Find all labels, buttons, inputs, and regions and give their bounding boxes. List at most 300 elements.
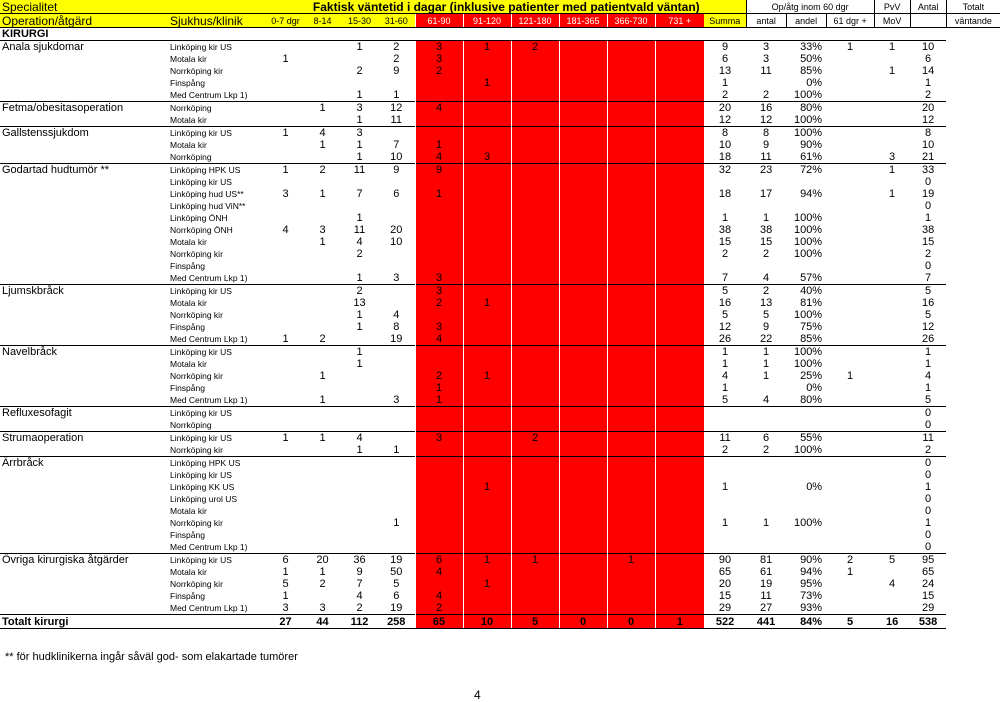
value-cell: 2 [925,89,932,101]
value-cell: 20 [390,224,403,236]
value-cell [559,53,607,65]
value-cell [304,517,341,529]
value-cell: 6 [721,53,729,65]
value-cell [511,248,559,260]
value-cell [874,590,910,602]
clinic-name: Norrköping [170,420,212,430]
value-cell: 8 [746,127,786,140]
value-cell: 2 [341,285,378,298]
value-cell: 1 [721,481,729,493]
table-row [0,41,1000,54]
value-cell [463,164,511,177]
value-cell [267,200,304,212]
value-cell [826,260,874,272]
table-row [0,517,1000,529]
value-cell [607,127,655,140]
value-cell [341,517,378,529]
value-cell [378,432,415,445]
value-cell [559,164,607,177]
value-cell: 1 [319,188,326,200]
value-cell [267,260,304,272]
value-cell [559,212,607,224]
value-cell: 12 [759,114,773,126]
value-cell: 1 [925,358,932,370]
value-cell [304,469,341,481]
value-cell: 9 [763,321,770,333]
value-cell [415,407,463,420]
value-cell [559,260,607,272]
value-cell: 1 [511,554,559,567]
value-cell [874,212,910,224]
value-cell [304,419,341,432]
value-cell [511,444,559,457]
value-cell [304,358,341,370]
value-cell: 1 [463,297,511,309]
value-cell [874,432,910,445]
value-cell: 5 [282,578,289,590]
clinic-name: Norrköping kir [170,445,223,455]
value-cell [607,188,655,200]
value-cell [826,529,874,541]
table-row [0,224,1000,236]
value-cell [267,176,304,188]
total-cell: 522 [704,615,746,629]
table-body [0,28,1000,629]
value-cell [463,102,511,115]
table-row [0,529,1000,541]
value-cell [655,457,704,470]
value-cell: 0 [925,260,932,272]
value-cell [826,444,874,457]
value-cell [655,260,704,272]
value-cell [341,493,378,505]
clinic-name: Linköping kir US [170,470,232,480]
value-cell [874,224,910,236]
operation-name: Godartad hudtumör ** [0,164,168,177]
value-cell [415,77,463,89]
value-cell [415,505,463,517]
value-cell: 10 [390,236,403,248]
value-cell: 1 [463,370,511,382]
value-cell: 26 [718,333,732,345]
value-cell: 100% [793,89,823,101]
value-cell: 3 [282,602,289,614]
value-cell [511,164,559,177]
value-cell [267,114,304,127]
value-cell [607,297,655,309]
clinic-name: Linköping kir US [168,554,267,567]
value-cell [655,114,704,127]
value-cell: 55% [786,432,826,445]
clinic-name: Linköping HPK US [168,164,267,177]
value-cell [559,224,607,236]
total-cell: 1 [655,615,704,629]
value-cell [826,212,874,224]
value-cell: 57% [800,272,823,284]
value-cell: 1 [721,77,729,89]
value-cell: 75% [800,321,823,333]
value-cell: 4 [393,309,400,321]
value-cell [463,541,511,554]
value-cell [267,41,304,54]
value-cell [786,469,826,481]
value-cell: 12 [921,321,935,333]
value-cell: 9 [415,164,463,177]
value-cell: 11 [760,151,772,163]
value-cell [304,53,341,65]
table-row [0,394,1000,407]
value-cell: 0 [910,407,946,420]
value-cell: 2 [511,432,559,445]
value-cell [559,89,607,102]
table-title: Faktisk väntetid i dagar (inklusive patienter med patientvald väntan) [267,0,746,14]
value-cell [341,407,378,420]
value-cell [826,358,874,370]
value-cell [607,469,655,481]
value-cell [607,517,655,529]
col-andel: andel [786,14,826,28]
value-cell [463,432,511,445]
value-cell: 10 [718,139,732,151]
value-cell: 1 [463,41,511,54]
value-cell [304,248,341,260]
value-cell [559,176,607,188]
clinic-name: Norrköping kir [170,518,223,528]
value-cell [463,529,511,541]
value-cell [607,260,655,272]
value-cell: 4 [341,432,378,445]
value-cell: 1 [393,89,400,101]
value-cell: 90 [704,554,746,567]
value-cell: 1 [267,432,304,445]
value-cell: 2 [304,164,341,177]
value-cell [415,529,463,541]
value-cell: 1 [319,139,326,151]
value-cell [463,260,511,272]
value-cell [304,151,341,164]
value-cell [559,272,607,285]
value-cell: 1 [721,517,729,529]
value-cell [341,260,378,272]
value-cell: 18 [718,188,732,200]
table-row [0,260,1000,272]
value-cell [304,114,341,127]
value-cell: 15 [718,590,732,602]
value-cell [607,346,655,359]
value-cell [463,407,511,420]
value-cell: 3 [393,394,400,406]
value-cell [655,517,704,529]
value-cell [267,505,304,517]
value-cell [378,541,415,554]
clinic-name: Norrköping ÖNH [170,225,233,235]
col-bin: 181-365 [559,14,607,28]
value-cell [511,346,559,359]
value-cell [304,457,341,470]
value-cell [511,114,559,127]
value-cell: 1 [889,65,896,77]
value-cell [826,236,874,248]
value-cell [267,541,304,554]
value-cell [463,188,511,200]
col-bin: 91-120 [463,14,511,28]
value-cell [463,65,511,77]
value-cell: 81 [746,554,786,567]
value-cell [607,176,655,188]
value-cell [463,200,511,212]
value-cell [655,505,704,517]
value-cell [655,333,704,346]
value-cell [826,602,874,615]
value-cell [463,212,511,224]
value-cell [511,236,559,248]
value-cell [607,529,655,541]
value-cell [415,89,463,102]
value-cell [746,419,786,432]
value-cell [704,457,746,470]
value-cell: 1 [847,566,854,578]
value-cell: 16 [746,102,786,115]
value-cell [704,419,746,432]
value-cell [267,89,304,102]
value-cell [874,444,910,457]
value-cell: 14 [921,65,935,77]
value-cell [463,139,511,151]
value-cell: 2 [356,248,363,260]
value-cell [559,151,607,164]
value-cell [655,309,704,321]
value-cell: 1 [463,578,511,590]
value-cell [826,65,874,77]
value-cell: 40% [786,285,826,298]
value-cell [607,493,655,505]
value-cell [826,407,874,420]
value-cell [511,321,559,333]
value-cell: 1 [763,358,770,370]
value-cell [511,176,559,188]
value-cell: 5 [721,394,729,406]
value-cell [655,370,704,382]
header-row-2 [0,14,1000,28]
value-cell [559,236,607,248]
col-bin: 0-7 dgr [267,14,304,28]
total-cell: 0 [607,615,655,629]
value-cell [304,505,341,517]
value-cell [267,285,304,298]
total-cell: 0 [559,615,607,629]
value-cell [607,151,655,164]
value-cell: 0 [925,529,932,541]
value-cell: 32 [704,164,746,177]
value-cell: 95 [910,554,946,567]
value-cell [874,394,910,407]
value-cell [463,394,511,407]
value-cell [267,517,304,529]
value-cell: 73% [800,590,823,602]
value-cell: 7 [393,139,400,151]
total-cell: 5 [826,615,874,629]
value-cell [267,469,304,481]
value-cell [511,139,559,151]
total-row [0,615,1000,629]
table-row [0,407,1000,420]
value-cell [559,333,607,346]
clinic-name: Motala kir [170,359,207,369]
value-cell [267,457,304,470]
value-cell: 11 [704,432,746,445]
value-cell [378,358,415,370]
table-row [0,188,1000,200]
value-cell: 4 [415,102,463,115]
clinic-name: Motala kir [170,115,207,125]
value-cell [378,469,415,481]
value-cell [607,139,655,151]
value-cell [559,309,607,321]
value-cell: 65 [921,566,935,578]
value-cell: 80% [800,394,823,406]
value-cell [341,394,378,407]
operation-name: Navelbråck [0,346,168,359]
col-op-inom: Op/åtg inom 60 dgr [746,0,874,14]
value-cell: 0 [925,469,932,481]
table-row [0,444,1000,457]
value-cell [655,248,704,260]
value-cell [463,457,511,470]
value-cell: 90% [786,554,826,567]
total-cell: 258 [378,615,415,629]
value-cell: 4 [356,236,363,248]
value-cell [378,127,415,140]
value-cell: 1 [721,212,729,224]
value-cell: 1 [267,164,304,177]
value-cell [826,102,874,115]
value-cell: 4 [763,394,770,406]
value-cell [607,382,655,394]
total-cell: 5 [511,615,559,629]
value-cell [704,407,746,420]
value-cell [378,260,415,272]
value-cell [463,114,511,127]
value-cell [341,370,378,382]
value-cell [607,541,655,554]
value-cell: 5 [925,394,932,406]
value-cell [415,127,463,140]
table-row [0,77,1000,89]
value-cell [655,590,704,602]
col-61dgr: 61 dgr + [826,14,874,28]
value-cell [378,200,415,212]
value-cell: 3 [415,432,463,445]
value-cell [874,382,910,394]
value-cell [267,272,304,285]
value-cell [511,529,559,541]
table-row [0,65,1000,77]
value-cell: 80% [786,102,826,115]
value-cell [874,200,910,212]
value-cell [874,176,910,188]
value-cell: 9 [378,164,415,177]
table-row [0,346,1000,359]
value-cell: 1 [746,346,786,359]
value-cell: 0 [925,505,932,517]
value-cell: 15 [759,236,773,248]
value-cell: 15 [718,236,732,248]
value-cell [511,505,559,517]
value-cell [607,114,655,127]
value-cell [607,578,655,590]
value-cell [378,297,415,309]
value-cell [267,248,304,260]
clinic-name: Motala kir [170,298,207,308]
value-cell: 72% [786,164,826,177]
value-cell: 20 [704,102,746,115]
value-cell [511,53,559,65]
value-cell: 12 [378,102,415,115]
value-cell: 1 [463,554,511,567]
value-cell: 95% [800,578,823,590]
value-cell [463,602,511,615]
value-cell: 13 [759,297,773,309]
value-cell: 25% [800,370,823,382]
value-cell [874,346,910,359]
value-cell [559,493,607,505]
operation-name: Strumaoperation [0,432,168,445]
value-cell [341,200,378,212]
clinic-name: Linköping kir US [168,127,267,140]
value-cell: 1 [356,358,363,370]
value-cell [378,505,415,517]
value-cell [511,457,559,470]
value-cell: 85% [800,333,823,345]
table-row [0,370,1000,382]
col-summa: Summa [704,14,746,28]
value-cell: 3 [763,53,770,65]
value-cell: 15 [921,236,935,248]
value-cell: 11 [353,224,366,236]
value-cell [511,212,559,224]
value-cell [267,346,304,359]
value-cell [511,333,559,346]
value-cell [746,176,786,188]
value-cell [559,297,607,309]
value-cell [655,102,704,115]
value-cell [511,188,559,200]
value-cell: 3 [463,151,511,164]
value-cell: 2 [393,53,400,65]
clinic-name: Norrköping kir [170,310,223,320]
value-cell: 1 [282,566,289,578]
value-cell [826,321,874,333]
value-cell: 100% [793,224,823,236]
value-cell [655,236,704,248]
value-cell [826,127,874,140]
value-cell [267,139,304,151]
clinic-name: Norrköping kir [170,249,223,259]
value-cell: 1 [721,382,729,394]
value-cell [746,200,786,212]
value-cell [378,382,415,394]
value-cell [655,541,704,554]
value-cell: 100% [793,236,823,248]
table-row [0,272,1000,285]
value-cell: 4 [415,566,463,578]
value-cell [463,505,511,517]
value-cell [607,321,655,333]
value-cell: 12 [921,114,935,126]
value-cell [267,151,304,164]
table-row [0,457,1000,470]
value-cell [463,224,511,236]
